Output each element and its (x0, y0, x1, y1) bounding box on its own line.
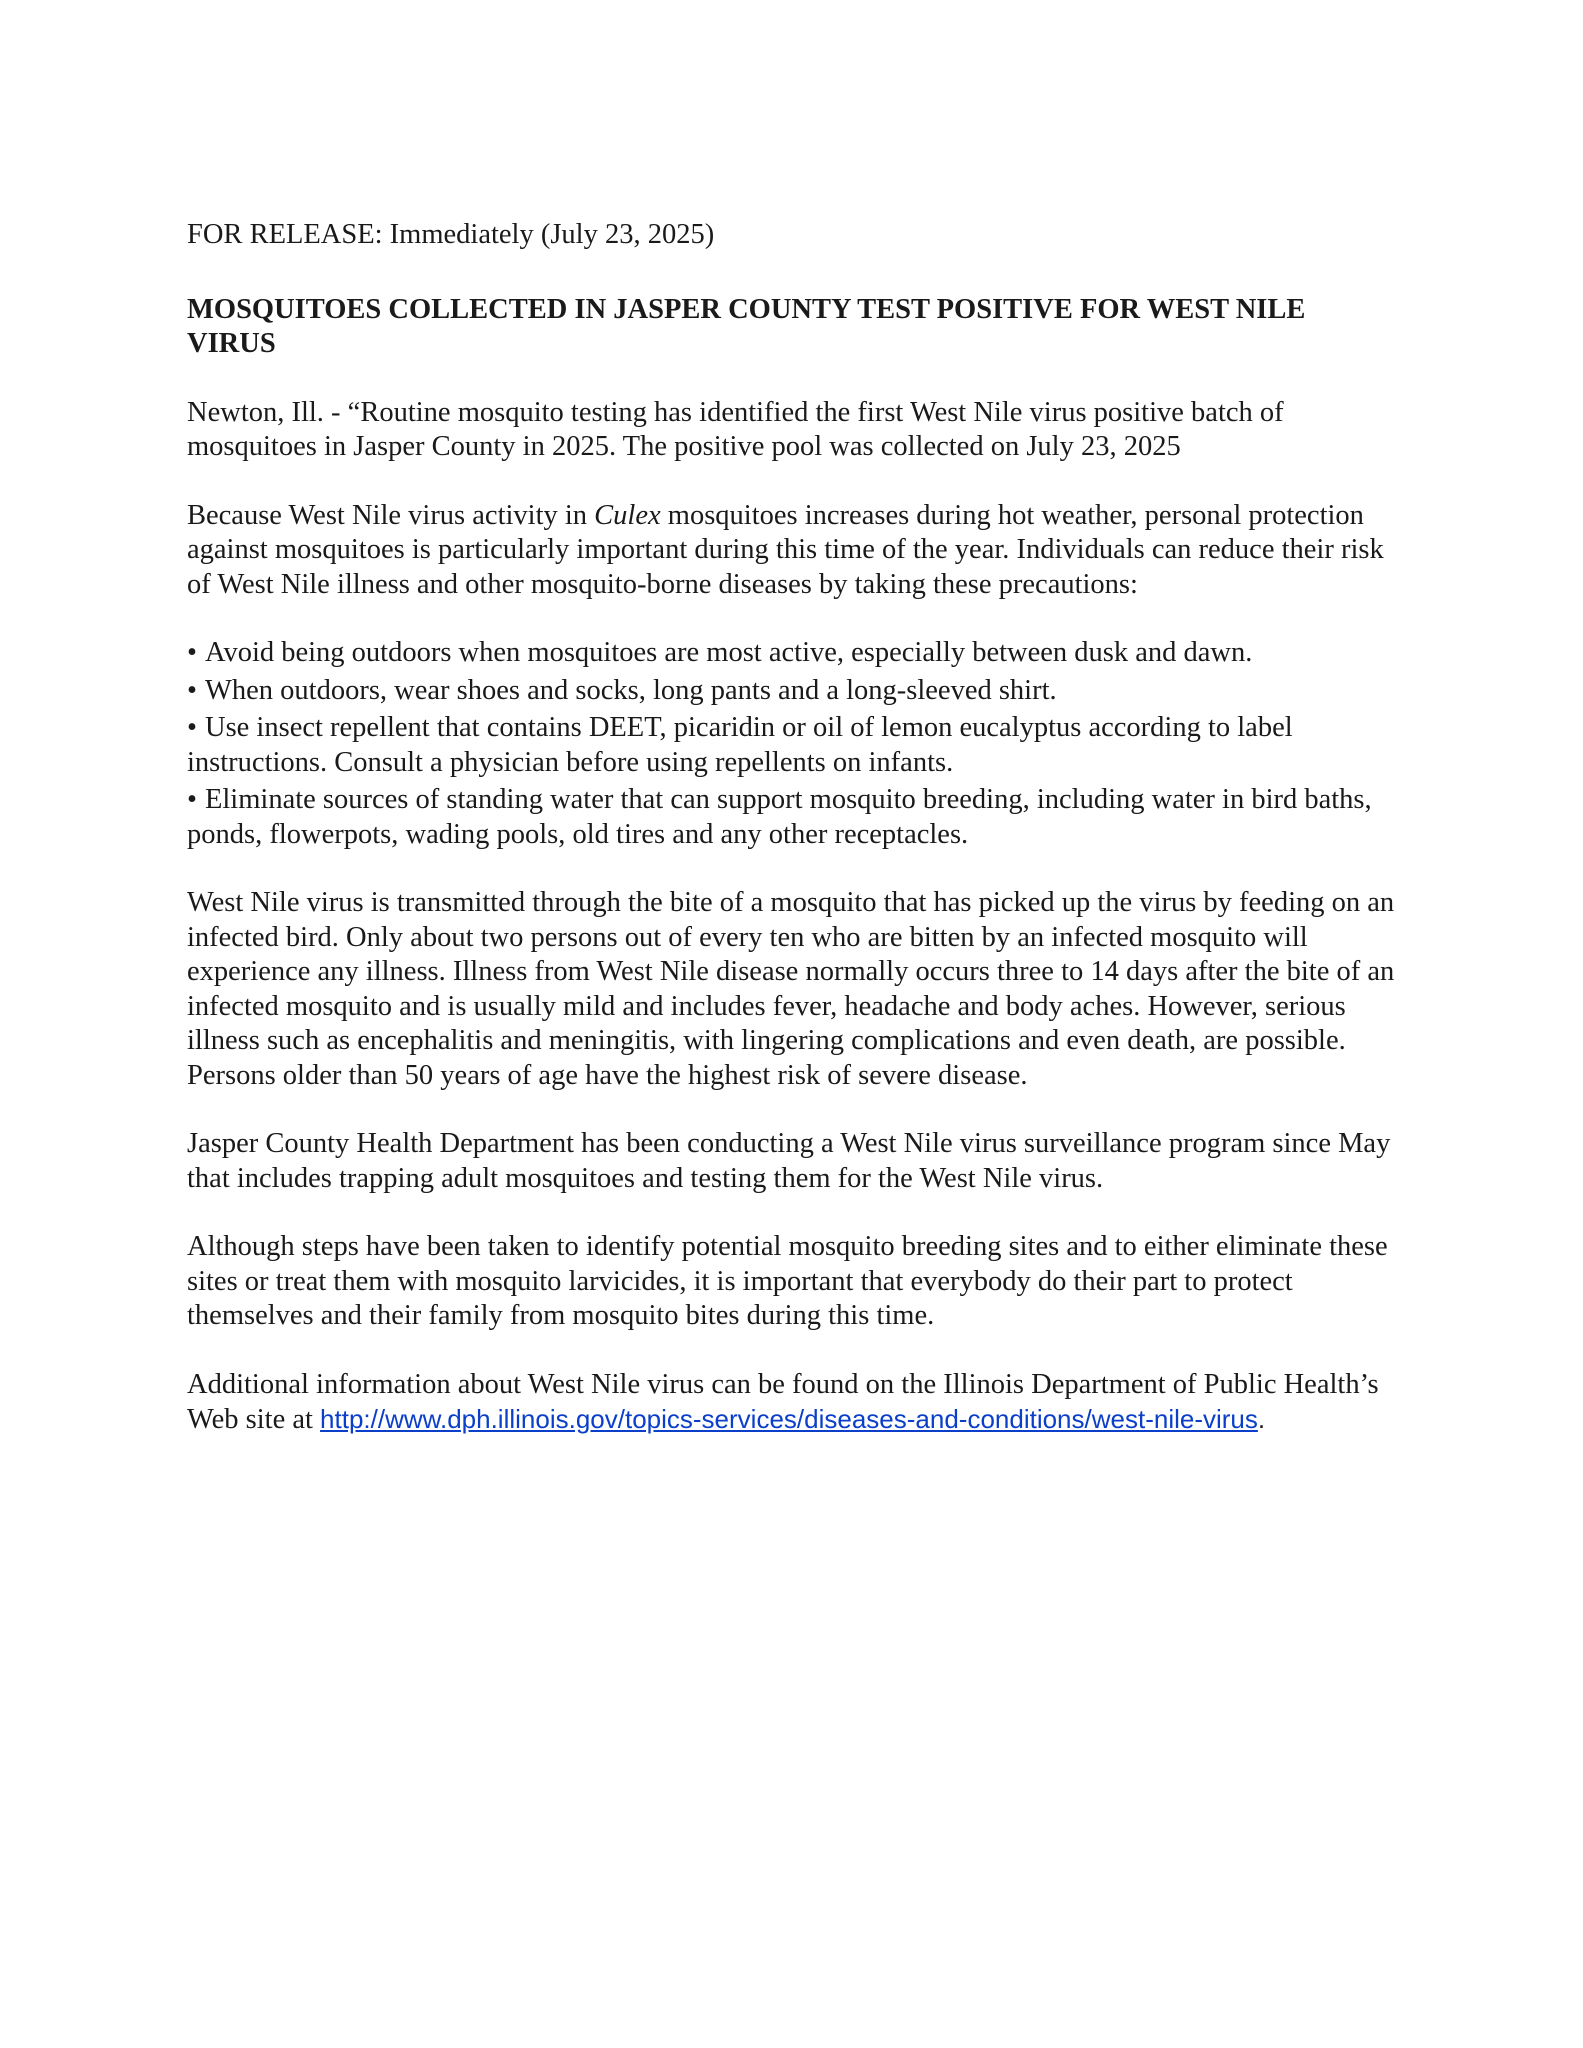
culex-term: Culex (594, 499, 661, 531)
list-item: • Avoid being outdoors when mosquitoes are most active, especially between dusk and dawn. (187, 636, 1397, 671)
additional-info-text: Additional information about West Nile virus can be found on the Illinois Department of Public Health’s Web site at (187, 1368, 1379, 1435)
press-release-body (187, 218, 1397, 1472)
headline: MOSQUITOES COLLECTED IN JASPER COUNTY TEST POSITIVE FOR WEST NILE VIRUS (187, 293, 1306, 359)
idph-west-nile-link[interactable]: http://www.dph.illinois.gov/topics-services/diseases-and-conditions/west-nile-virus (320, 1404, 1258, 1434)
surveillance-paragraph: Jasper County Health Department has been conducting a West Nile virus surveillance program since May that includes trapping adult mosquitoes and testing them for the West Nile virus. (187, 1128, 1391, 1194)
precautions-paragraph (187, 499, 1397, 603)
sentence-period: . (1257, 1404, 1266, 1434)
additional-info-paragraph (187, 1368, 1397, 1438)
list-item: • When outdoors, wear shoes and socks, long pants and a long-sleeved shirt. (187, 674, 1397, 709)
precautions-list (187, 636, 1397, 852)
intro-paragraph: Newton, Ill. - “Routine mosquito testing has identified the first West Nile virus positive batch of mosquitoes in Jasper County in 2025. The positive pool was collected on July 23, 2025 (187, 396, 1284, 462)
release-line: FOR RELEASE: Immediately (July 23, 2025) (187, 219, 715, 250)
precautions-text-end: mosquitoes increases during hot weather, personal protection against mosquitoes is particularly important during this time of the year. Individuals can reduce their risk of West Nile illness and other mosquito-borne diseases by taking these precautions: (187, 499, 1384, 600)
list-item: • Use insect repellent that contains DEET, picaridin or oil of lemon eucalyptus according to label instructions. Consult a physician before using repellents on infants. (187, 711, 1397, 780)
precautions-text-start: Because West Nile virus activity in (187, 499, 595, 531)
steps-paragraph: Although steps have been taken to identify potential mosquito breeding sites and to either eliminate these sites or treat them with mosquito larvicides, it is important that everybody do their part to protect themselves and their family from mosquito bites during this time. (187, 1231, 1388, 1331)
list-item: • Eliminate sources of standing water that can support mosquito breeding, including water in bird baths, ponds, flowerpots, wading pools, old tires and any other receptacles. (187, 783, 1397, 852)
transmission-paragraph: West Nile virus is transmitted through the bite of a mosquito that has picked up the virus by feeding on an infected bird. Only about two persons out of every ten who are bitten by an infected mosquito will experience any illness. Illness from West Nile disease normally occurs three to 14 days after the bite of an infected mosquito and is usually mild and includes fever, headache and body aches. However, serious illness such as encephalitis and meningitis, with lingering complications and even death, are possible. Persons older than 50 years of age have the highest risk of severe disease. (187, 887, 1395, 1091)
